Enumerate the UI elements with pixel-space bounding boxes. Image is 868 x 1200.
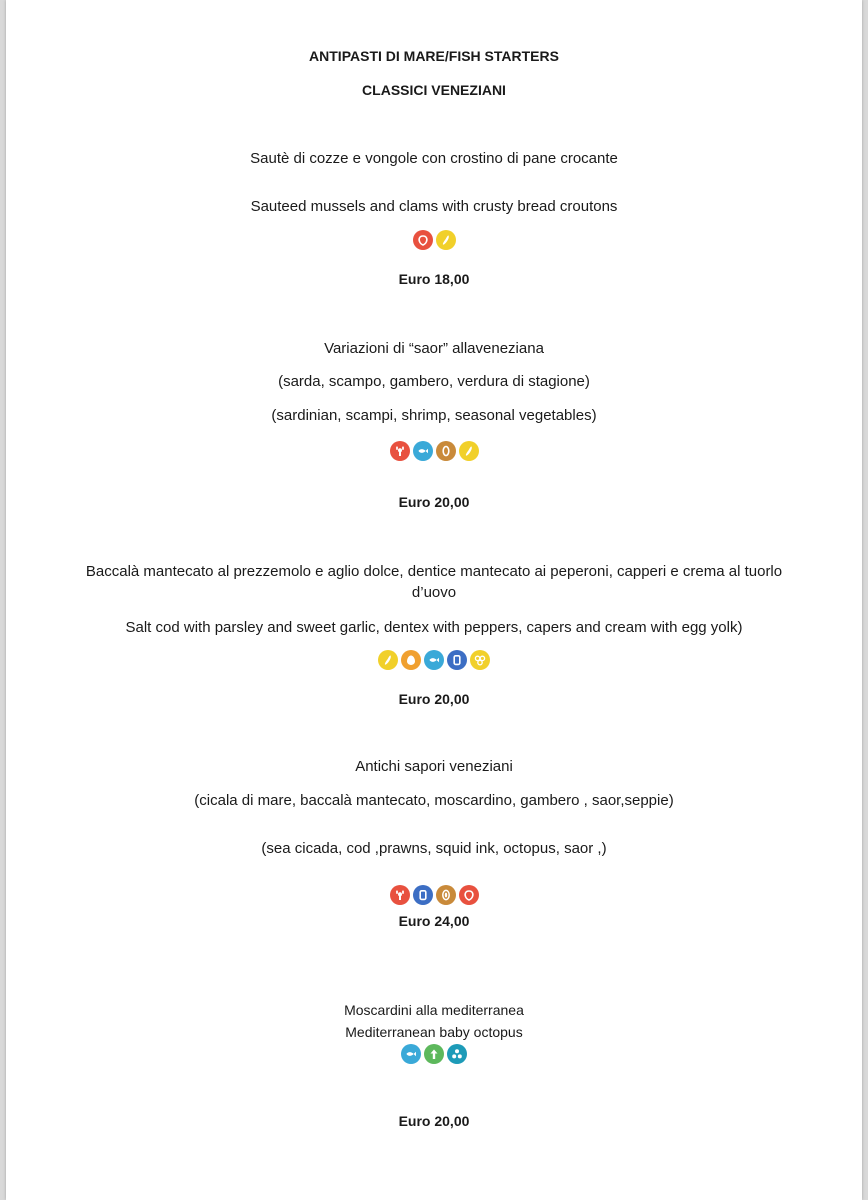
gluten-icon: [459, 441, 479, 461]
dish-3-name: Baccalà mantecato al prezzemolo e aglio dolce, dentice mantecato ai peperoni, capperi e crema al tuorlo d’uovo: [85, 563, 783, 601]
mollusc-icon: [413, 230, 433, 250]
dish-2-allergens: [6, 441, 862, 463]
fish-icon: [413, 441, 433, 461]
dish-4-allergens: [6, 885, 862, 907]
dish-4-ingredients-en: (sea cicada, cod ,prawns, squid ink, octopus, saor ,): [261, 840, 607, 857]
milk-icon: [413, 885, 433, 905]
gluten-icon: [436, 230, 456, 250]
dish-5-allergens: [6, 1044, 862, 1066]
mollusc-icon: [459, 885, 479, 905]
menu-subtitle: CLASSICI VENEZIANI: [362, 82, 506, 98]
sulphite-icon: [447, 1044, 467, 1064]
dish-1-allergens: [6, 230, 862, 252]
dish-4-price: Euro 24,00: [398, 913, 470, 929]
dish-3-price: Euro 20,00: [398, 691, 470, 707]
dish-4-ingredients-it: (cicala di mare, baccalà mantecato, moscardino, gambero , saor,seppie): [194, 792, 674, 809]
sesame-icon: [436, 885, 456, 905]
celery-icon: [424, 1044, 444, 1064]
peanut-icon: [470, 650, 490, 670]
dish-1-price: Euro 18,00: [398, 271, 470, 287]
dish-2-price: Euro 20,00: [398, 494, 470, 510]
egg-icon: [401, 650, 421, 670]
gluten-icon: [378, 650, 398, 670]
dish-5-name: Moscardini alla mediterranea: [344, 1002, 524, 1018]
mustard-icon: [436, 441, 456, 461]
crustacean-icon: [390, 441, 410, 461]
menu-title: ANTIPASTI DI MARE/FISH STARTERS: [309, 48, 559, 64]
dish-1-name: Sautè di cozze e vongole con crostino di pane crocante: [250, 150, 618, 167]
dish-2-ingredients-it: (sarda, scampo, gambero, verdura di stagione): [278, 373, 590, 390]
dish-1-translation: Sauteed mussels and clams with crusty bread croutons: [250, 198, 618, 215]
fish-icon: [424, 650, 444, 670]
dish-3-allergens: [6, 650, 862, 672]
dish-3-translation: Salt cod with parsley and sweet garlic, dentex with peppers, capers and cream with egg yolk): [125, 619, 743, 636]
dish-2-name: Variazioni di “saor” allaveneziana: [324, 340, 544, 357]
milk-icon: [447, 650, 467, 670]
dish-5-translation: Mediterranean baby octopus: [345, 1024, 523, 1040]
dish-2-ingredients-en: (sardinian, scampi, shrimp, seasonal vegetables): [271, 407, 597, 424]
crustacean-icon: [390, 885, 410, 905]
menu-page: [6, 0, 862, 1200]
dish-4-name: Antichi sapori veneziani: [355, 758, 513, 775]
dish-5-price: Euro 20,00: [398, 1113, 470, 1129]
fish-icon: [401, 1044, 421, 1064]
